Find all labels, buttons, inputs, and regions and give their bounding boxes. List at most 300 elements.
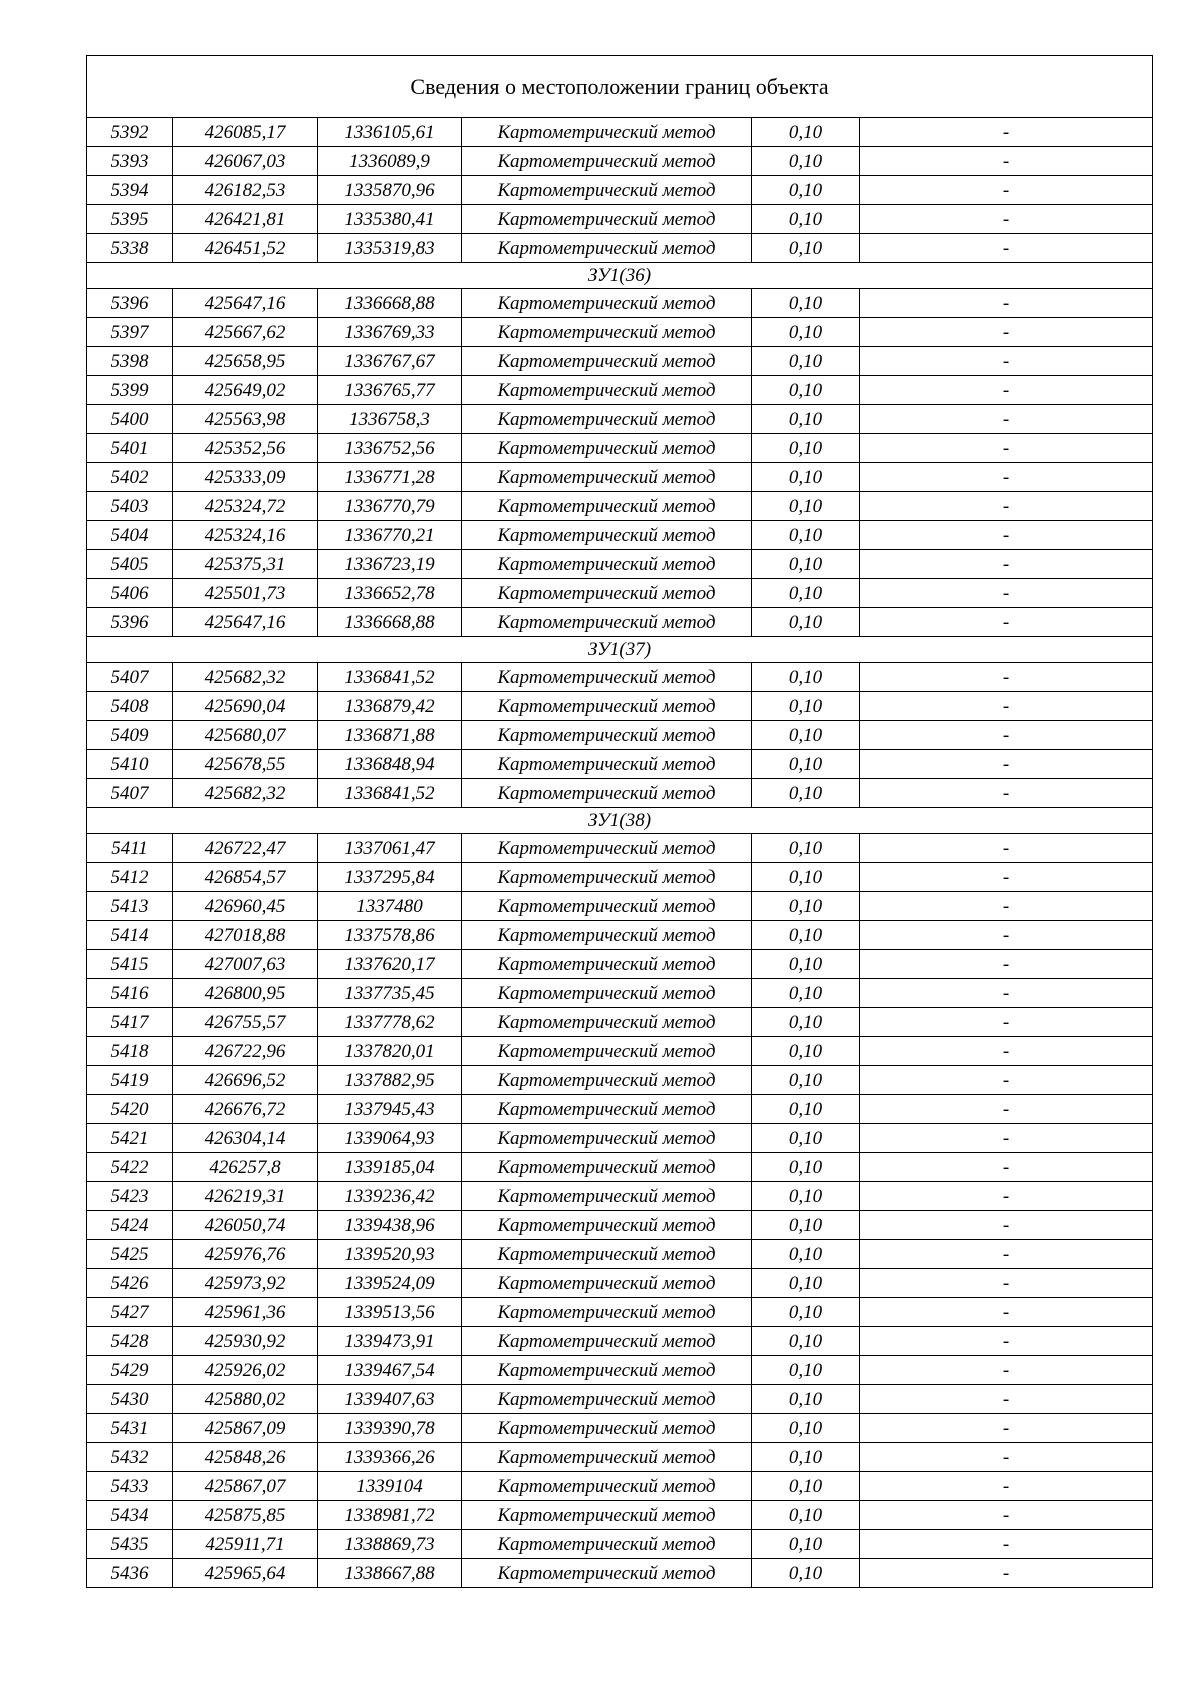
- y-coordinate-cell: 1339467,54: [318, 1356, 462, 1385]
- point-number-cell: 5400: [87, 405, 173, 434]
- table-row: [87, 892, 1153, 921]
- description-cell: -: [860, 492, 1153, 521]
- y-coordinate-cell: 1335380,41: [318, 205, 462, 234]
- method-cell: Картометрический метод: [462, 234, 752, 263]
- x-coordinate-cell: 425647,16: [173, 608, 318, 637]
- point-number-cell: 5410: [87, 750, 173, 779]
- y-coordinate-cell: 1335870,96: [318, 176, 462, 205]
- method-cell: Картометрический метод: [462, 1124, 752, 1153]
- y-coordinate-cell: 1337735,45: [318, 979, 462, 1008]
- method-cell: Картометрический метод: [462, 205, 752, 234]
- table-row: [87, 1501, 1153, 1530]
- point-number-cell: 5407: [87, 779, 173, 808]
- method-cell: Картометрический метод: [462, 434, 752, 463]
- x-coordinate-cell: 426960,45: [173, 892, 318, 921]
- x-coordinate-cell: 425867,07: [173, 1472, 318, 1501]
- accuracy-cell: 0,10: [752, 521, 860, 550]
- point-number-cell: 5419: [87, 1066, 173, 1095]
- accuracy-cell: 0,10: [752, 463, 860, 492]
- x-coordinate-cell: 427007,63: [173, 950, 318, 979]
- accuracy-cell: 0,10: [752, 147, 860, 176]
- x-coordinate-cell: 425324,72: [173, 492, 318, 521]
- description-cell: -: [860, 979, 1153, 1008]
- method-cell: Картометрический метод: [462, 1182, 752, 1211]
- method-cell: Картометрический метод: [462, 1095, 752, 1124]
- method-cell: Картометрический метод: [462, 979, 752, 1008]
- point-number-cell: 5431: [87, 1414, 173, 1443]
- description-cell: -: [860, 1008, 1153, 1037]
- description-cell: -: [860, 663, 1153, 692]
- method-cell: Картометрический метод: [462, 750, 752, 779]
- accuracy-cell: 0,10: [752, 205, 860, 234]
- y-coordinate-cell: 1336770,79: [318, 492, 462, 521]
- point-number-cell: 5430: [87, 1385, 173, 1414]
- accuracy-cell: 0,10: [752, 892, 860, 921]
- section-header-row: [87, 808, 1153, 834]
- y-coordinate-cell: 1336105,61: [318, 118, 462, 147]
- y-coordinate-cell: 1339185,04: [318, 1153, 462, 1182]
- method-cell: Картометрический метод: [462, 779, 752, 808]
- description-cell: -: [860, 1356, 1153, 1385]
- description-cell: -: [860, 1414, 1153, 1443]
- description-cell: -: [860, 779, 1153, 808]
- x-coordinate-cell: 425965,64: [173, 1559, 318, 1588]
- method-cell: Картометрический метод: [462, 721, 752, 750]
- y-coordinate-cell: 1336841,52: [318, 779, 462, 808]
- y-coordinate-cell: 1336771,28: [318, 463, 462, 492]
- table-row: [87, 550, 1153, 579]
- table-row: [87, 1559, 1153, 1588]
- x-coordinate-cell: 425501,73: [173, 579, 318, 608]
- x-coordinate-cell: 426755,57: [173, 1008, 318, 1037]
- description-cell: -: [860, 1472, 1153, 1501]
- accuracy-cell: 0,10: [752, 1240, 860, 1269]
- accuracy-cell: 0,10: [752, 1153, 860, 1182]
- y-coordinate-cell: 1336841,52: [318, 663, 462, 692]
- description-cell: -: [860, 1211, 1153, 1240]
- description-cell: -: [860, 721, 1153, 750]
- point-number-cell: 5412: [87, 863, 173, 892]
- y-coordinate-cell: 1339438,96: [318, 1211, 462, 1240]
- y-coordinate-cell: 1339064,93: [318, 1124, 462, 1153]
- description-cell: -: [860, 550, 1153, 579]
- table-body: [87, 56, 1153, 1588]
- y-coordinate-cell: 1337882,95: [318, 1066, 462, 1095]
- accuracy-cell: 0,10: [752, 1037, 860, 1066]
- description-cell: -: [860, 1240, 1153, 1269]
- y-coordinate-cell: 1339520,93: [318, 1240, 462, 1269]
- point-number-cell: 5404: [87, 521, 173, 550]
- point-number-cell: 5416: [87, 979, 173, 1008]
- table-title: Сведения о местоположении границ объекта: [87, 56, 1153, 118]
- table-row: [87, 492, 1153, 521]
- table-row: [87, 979, 1153, 1008]
- x-coordinate-cell: 425976,76: [173, 1240, 318, 1269]
- accuracy-cell: 0,10: [752, 1269, 860, 1298]
- y-coordinate-cell: 1339524,09: [318, 1269, 462, 1298]
- description-cell: -: [860, 405, 1153, 434]
- point-number-cell: 5409: [87, 721, 173, 750]
- accuracy-cell: 0,10: [752, 1356, 860, 1385]
- method-cell: Картометрический метод: [462, 579, 752, 608]
- y-coordinate-cell: 1339390,78: [318, 1414, 462, 1443]
- table-row: [87, 1269, 1153, 1298]
- accuracy-cell: 0,10: [752, 376, 860, 405]
- table-row: [87, 1530, 1153, 1559]
- description-cell: -: [860, 147, 1153, 176]
- table-row: [87, 1066, 1153, 1095]
- method-cell: Картометрический метод: [462, 176, 752, 205]
- y-coordinate-cell: 1336879,42: [318, 692, 462, 721]
- table-row: [87, 1472, 1153, 1501]
- section-header-row: [87, 263, 1153, 289]
- y-coordinate-cell: 1336752,56: [318, 434, 462, 463]
- accuracy-cell: 0,10: [752, 234, 860, 263]
- x-coordinate-cell: 425324,16: [173, 521, 318, 550]
- x-coordinate-cell: 426854,57: [173, 863, 318, 892]
- description-cell: -: [860, 205, 1153, 234]
- table-row: [87, 721, 1153, 750]
- table-row: [87, 434, 1153, 463]
- point-number-cell: 5415: [87, 950, 173, 979]
- table-row: [87, 347, 1153, 376]
- y-coordinate-cell: 1338667,88: [318, 1559, 462, 1588]
- accuracy-cell: 0,10: [752, 608, 860, 637]
- table-row: [87, 1182, 1153, 1211]
- accuracy-cell: 0,10: [752, 1327, 860, 1356]
- method-cell: Картометрический метод: [462, 608, 752, 637]
- accuracy-cell: 0,10: [752, 721, 860, 750]
- table-row: [87, 1153, 1153, 1182]
- description-cell: -: [860, 1095, 1153, 1124]
- y-coordinate-cell: 1336871,88: [318, 721, 462, 750]
- method-cell: Картометрический метод: [462, 1327, 752, 1356]
- section-header-row: [87, 637, 1153, 663]
- point-number-cell: 5414: [87, 921, 173, 950]
- y-coordinate-cell: 1337295,84: [318, 863, 462, 892]
- y-coordinate-cell: 1339104: [318, 1472, 462, 1501]
- y-coordinate-cell: 1336723,19: [318, 550, 462, 579]
- description-cell: -: [860, 521, 1153, 550]
- method-cell: Картометрический метод: [462, 118, 752, 147]
- description-cell: -: [860, 118, 1153, 147]
- method-cell: Картометрический метод: [462, 1501, 752, 1530]
- description-cell: -: [860, 1559, 1153, 1588]
- x-coordinate-cell: 425848,26: [173, 1443, 318, 1472]
- point-number-cell: 5426: [87, 1269, 173, 1298]
- accuracy-cell: 0,10: [752, 492, 860, 521]
- point-number-cell: 5393: [87, 147, 173, 176]
- accuracy-cell: 0,10: [752, 1211, 860, 1240]
- accuracy-cell: 0,10: [752, 979, 860, 1008]
- table-row: [87, 863, 1153, 892]
- point-number-cell: 5427: [87, 1298, 173, 1327]
- description-cell: -: [860, 950, 1153, 979]
- x-coordinate-cell: 425875,85: [173, 1501, 318, 1530]
- accuracy-cell: 0,10: [752, 950, 860, 979]
- boundary-coordinates-table: [86, 55, 1153, 1588]
- accuracy-cell: 0,10: [752, 779, 860, 808]
- y-coordinate-cell: 1339513,56: [318, 1298, 462, 1327]
- method-cell: Картометрический метод: [462, 1240, 752, 1269]
- x-coordinate-cell: 425658,95: [173, 347, 318, 376]
- x-coordinate-cell: 426421,81: [173, 205, 318, 234]
- table-row: [87, 834, 1153, 863]
- description-cell: -: [860, 318, 1153, 347]
- y-coordinate-cell: 1336089,9: [318, 147, 462, 176]
- x-coordinate-cell: 425973,92: [173, 1269, 318, 1298]
- x-coordinate-cell: 426676,72: [173, 1095, 318, 1124]
- section-header: ЗУ1(38): [87, 808, 1153, 834]
- method-cell: Картометрический метод: [462, 318, 752, 347]
- table-row: [87, 1095, 1153, 1124]
- point-number-cell: 5397: [87, 318, 173, 347]
- method-cell: Картометрический метод: [462, 1414, 752, 1443]
- x-coordinate-cell: 426696,52: [173, 1066, 318, 1095]
- table-row: [87, 118, 1153, 147]
- accuracy-cell: 0,10: [752, 1008, 860, 1037]
- method-cell: Картометрический метод: [462, 1269, 752, 1298]
- accuracy-cell: 0,10: [752, 1124, 860, 1153]
- description-cell: -: [860, 1124, 1153, 1153]
- x-coordinate-cell: 425680,07: [173, 721, 318, 750]
- description-cell: -: [860, 921, 1153, 950]
- description-cell: -: [860, 1153, 1153, 1182]
- accuracy-cell: 0,10: [752, 1095, 860, 1124]
- table-row: [87, 950, 1153, 979]
- x-coordinate-cell: 425682,32: [173, 663, 318, 692]
- x-coordinate-cell: 425352,56: [173, 434, 318, 463]
- table-row: [87, 750, 1153, 779]
- point-number-cell: 5424: [87, 1211, 173, 1240]
- x-coordinate-cell: 425649,02: [173, 376, 318, 405]
- description-cell: -: [860, 1037, 1153, 1066]
- x-coordinate-cell: 426050,74: [173, 1211, 318, 1240]
- method-cell: Картометрический метод: [462, 1008, 752, 1037]
- point-number-cell: 5396: [87, 608, 173, 637]
- y-coordinate-cell: 1336767,67: [318, 347, 462, 376]
- table-row: [87, 1443, 1153, 1472]
- point-number-cell: 5408: [87, 692, 173, 721]
- accuracy-cell: 0,10: [752, 863, 860, 892]
- description-cell: -: [860, 463, 1153, 492]
- table-row: [87, 1298, 1153, 1327]
- section-header: ЗУ1(36): [87, 263, 1153, 289]
- x-coordinate-cell: 426219,31: [173, 1182, 318, 1211]
- table-row: [87, 1211, 1153, 1240]
- y-coordinate-cell: 1339236,42: [318, 1182, 462, 1211]
- y-coordinate-cell: 1339407,63: [318, 1385, 462, 1414]
- point-number-cell: 5398: [87, 347, 173, 376]
- x-coordinate-cell: 425678,55: [173, 750, 318, 779]
- accuracy-cell: 0,10: [752, 1298, 860, 1327]
- x-coordinate-cell: 426304,14: [173, 1124, 318, 1153]
- point-number-cell: 5420: [87, 1095, 173, 1124]
- table-row: [87, 463, 1153, 492]
- point-number-cell: 5422: [87, 1153, 173, 1182]
- y-coordinate-cell: 1338981,72: [318, 1501, 462, 1530]
- x-coordinate-cell: 425682,32: [173, 779, 318, 808]
- x-coordinate-cell: 425926,02: [173, 1356, 318, 1385]
- x-coordinate-cell: 426085,17: [173, 118, 318, 147]
- method-cell: Картометрический метод: [462, 921, 752, 950]
- accuracy-cell: 0,10: [752, 405, 860, 434]
- method-cell: Картометрический метод: [462, 950, 752, 979]
- method-cell: Картометрический метод: [462, 834, 752, 863]
- method-cell: Картометрический метод: [462, 550, 752, 579]
- method-cell: Картометрический метод: [462, 1066, 752, 1095]
- accuracy-cell: 0,10: [752, 1530, 860, 1559]
- method-cell: Картометрический метод: [462, 289, 752, 318]
- point-number-cell: 5401: [87, 434, 173, 463]
- x-coordinate-cell: 425880,02: [173, 1385, 318, 1414]
- description-cell: -: [860, 892, 1153, 921]
- y-coordinate-cell: 1337578,86: [318, 921, 462, 950]
- table-row: [87, 234, 1153, 263]
- table-row: [87, 147, 1153, 176]
- point-number-cell: 5405: [87, 550, 173, 579]
- accuracy-cell: 0,10: [752, 1472, 860, 1501]
- description-cell: -: [860, 434, 1153, 463]
- table-row: [87, 376, 1153, 405]
- y-coordinate-cell: 1336769,33: [318, 318, 462, 347]
- point-number-cell: 5433: [87, 1472, 173, 1501]
- description-cell: -: [860, 1066, 1153, 1095]
- description-cell: -: [860, 692, 1153, 721]
- description-cell: -: [860, 1443, 1153, 1472]
- method-cell: Картометрический метод: [462, 1472, 752, 1501]
- point-number-cell: 5436: [87, 1559, 173, 1588]
- accuracy-cell: 0,10: [752, 834, 860, 863]
- table-row: [87, 1124, 1153, 1153]
- x-coordinate-cell: 426451,52: [173, 234, 318, 263]
- method-cell: Картометрический метод: [462, 376, 752, 405]
- x-coordinate-cell: 425961,36: [173, 1298, 318, 1327]
- accuracy-cell: 0,10: [752, 318, 860, 347]
- description-cell: -: [860, 1298, 1153, 1327]
- y-coordinate-cell: 1337820,01: [318, 1037, 462, 1066]
- method-cell: Картометрический метод: [462, 1153, 752, 1182]
- y-coordinate-cell: 1337061,47: [318, 834, 462, 863]
- description-cell: -: [860, 863, 1153, 892]
- method-cell: Картометрический метод: [462, 1530, 752, 1559]
- point-number-cell: 5407: [87, 663, 173, 692]
- accuracy-cell: 0,10: [752, 1066, 860, 1095]
- method-cell: Картометрический метод: [462, 347, 752, 376]
- point-number-cell: 5399: [87, 376, 173, 405]
- method-cell: Картометрический метод: [462, 1211, 752, 1240]
- accuracy-cell: 0,10: [752, 692, 860, 721]
- y-coordinate-cell: 1337620,17: [318, 950, 462, 979]
- y-coordinate-cell: 1336668,88: [318, 608, 462, 637]
- description-cell: -: [860, 1530, 1153, 1559]
- table-row: [87, 176, 1153, 205]
- y-coordinate-cell: 1335319,83: [318, 234, 462, 263]
- x-coordinate-cell: 425647,16: [173, 289, 318, 318]
- table-row: [87, 1385, 1153, 1414]
- description-cell: -: [860, 1385, 1153, 1414]
- table-row: [87, 289, 1153, 318]
- method-cell: Картометрический метод: [462, 1298, 752, 1327]
- point-number-cell: 5402: [87, 463, 173, 492]
- method-cell: Картометрический метод: [462, 492, 752, 521]
- x-coordinate-cell: 425375,31: [173, 550, 318, 579]
- x-coordinate-cell: 426257,8: [173, 1153, 318, 1182]
- x-coordinate-cell: 425911,71: [173, 1530, 318, 1559]
- description-cell: -: [860, 579, 1153, 608]
- description-cell: -: [860, 1269, 1153, 1298]
- table-row: [87, 1240, 1153, 1269]
- method-cell: Картометрический метод: [462, 521, 752, 550]
- y-coordinate-cell: 1336765,77: [318, 376, 462, 405]
- description-cell: -: [860, 608, 1153, 637]
- table-row: [87, 521, 1153, 550]
- y-coordinate-cell: 1337480: [318, 892, 462, 921]
- point-number-cell: 5435: [87, 1530, 173, 1559]
- table-row: [87, 1037, 1153, 1066]
- y-coordinate-cell: 1336770,21: [318, 521, 462, 550]
- y-coordinate-cell: 1336758,3: [318, 405, 462, 434]
- y-coordinate-cell: 1337945,43: [318, 1095, 462, 1124]
- x-coordinate-cell: 425867,09: [173, 1414, 318, 1443]
- accuracy-cell: 0,10: [752, 550, 860, 579]
- point-number-cell: 5413: [87, 892, 173, 921]
- accuracy-cell: 0,10: [752, 434, 860, 463]
- point-number-cell: 5338: [87, 234, 173, 263]
- accuracy-cell: 0,10: [752, 1414, 860, 1443]
- accuracy-cell: 0,10: [752, 289, 860, 318]
- y-coordinate-cell: 1339366,26: [318, 1443, 462, 1472]
- x-coordinate-cell: 426722,96: [173, 1037, 318, 1066]
- point-number-cell: 5403: [87, 492, 173, 521]
- table-row: [87, 1356, 1153, 1385]
- method-cell: Картометрический метод: [462, 1559, 752, 1588]
- table-row: [87, 608, 1153, 637]
- method-cell: Картометрический метод: [462, 463, 752, 492]
- x-coordinate-cell: 426800,95: [173, 979, 318, 1008]
- y-coordinate-cell: 1336668,88: [318, 289, 462, 318]
- method-cell: Картометрический метод: [462, 1037, 752, 1066]
- method-cell: Картометрический метод: [462, 663, 752, 692]
- description-cell: -: [860, 750, 1153, 779]
- description-cell: -: [860, 1182, 1153, 1211]
- table-row: [87, 318, 1153, 347]
- point-number-cell: 5421: [87, 1124, 173, 1153]
- point-number-cell: 5395: [87, 205, 173, 234]
- accuracy-cell: 0,10: [752, 663, 860, 692]
- method-cell: Картометрический метод: [462, 1443, 752, 1472]
- description-cell: -: [860, 834, 1153, 863]
- table-row: [87, 779, 1153, 808]
- method-cell: Картометрический метод: [462, 692, 752, 721]
- x-coordinate-cell: 426722,47: [173, 834, 318, 863]
- point-number-cell: 5429: [87, 1356, 173, 1385]
- table-row: [87, 579, 1153, 608]
- accuracy-cell: 0,10: [752, 750, 860, 779]
- description-cell: -: [860, 1501, 1153, 1530]
- accuracy-cell: 0,10: [752, 118, 860, 147]
- table-row: [87, 921, 1153, 950]
- accuracy-cell: 0,10: [752, 1443, 860, 1472]
- method-cell: Картометрический метод: [462, 147, 752, 176]
- accuracy-cell: 0,10: [752, 1182, 860, 1211]
- point-number-cell: 5394: [87, 176, 173, 205]
- x-coordinate-cell: 426182,53: [173, 176, 318, 205]
- accuracy-cell: 0,10: [752, 921, 860, 950]
- table-row: [87, 692, 1153, 721]
- point-number-cell: 5417: [87, 1008, 173, 1037]
- y-coordinate-cell: 1338869,73: [318, 1530, 462, 1559]
